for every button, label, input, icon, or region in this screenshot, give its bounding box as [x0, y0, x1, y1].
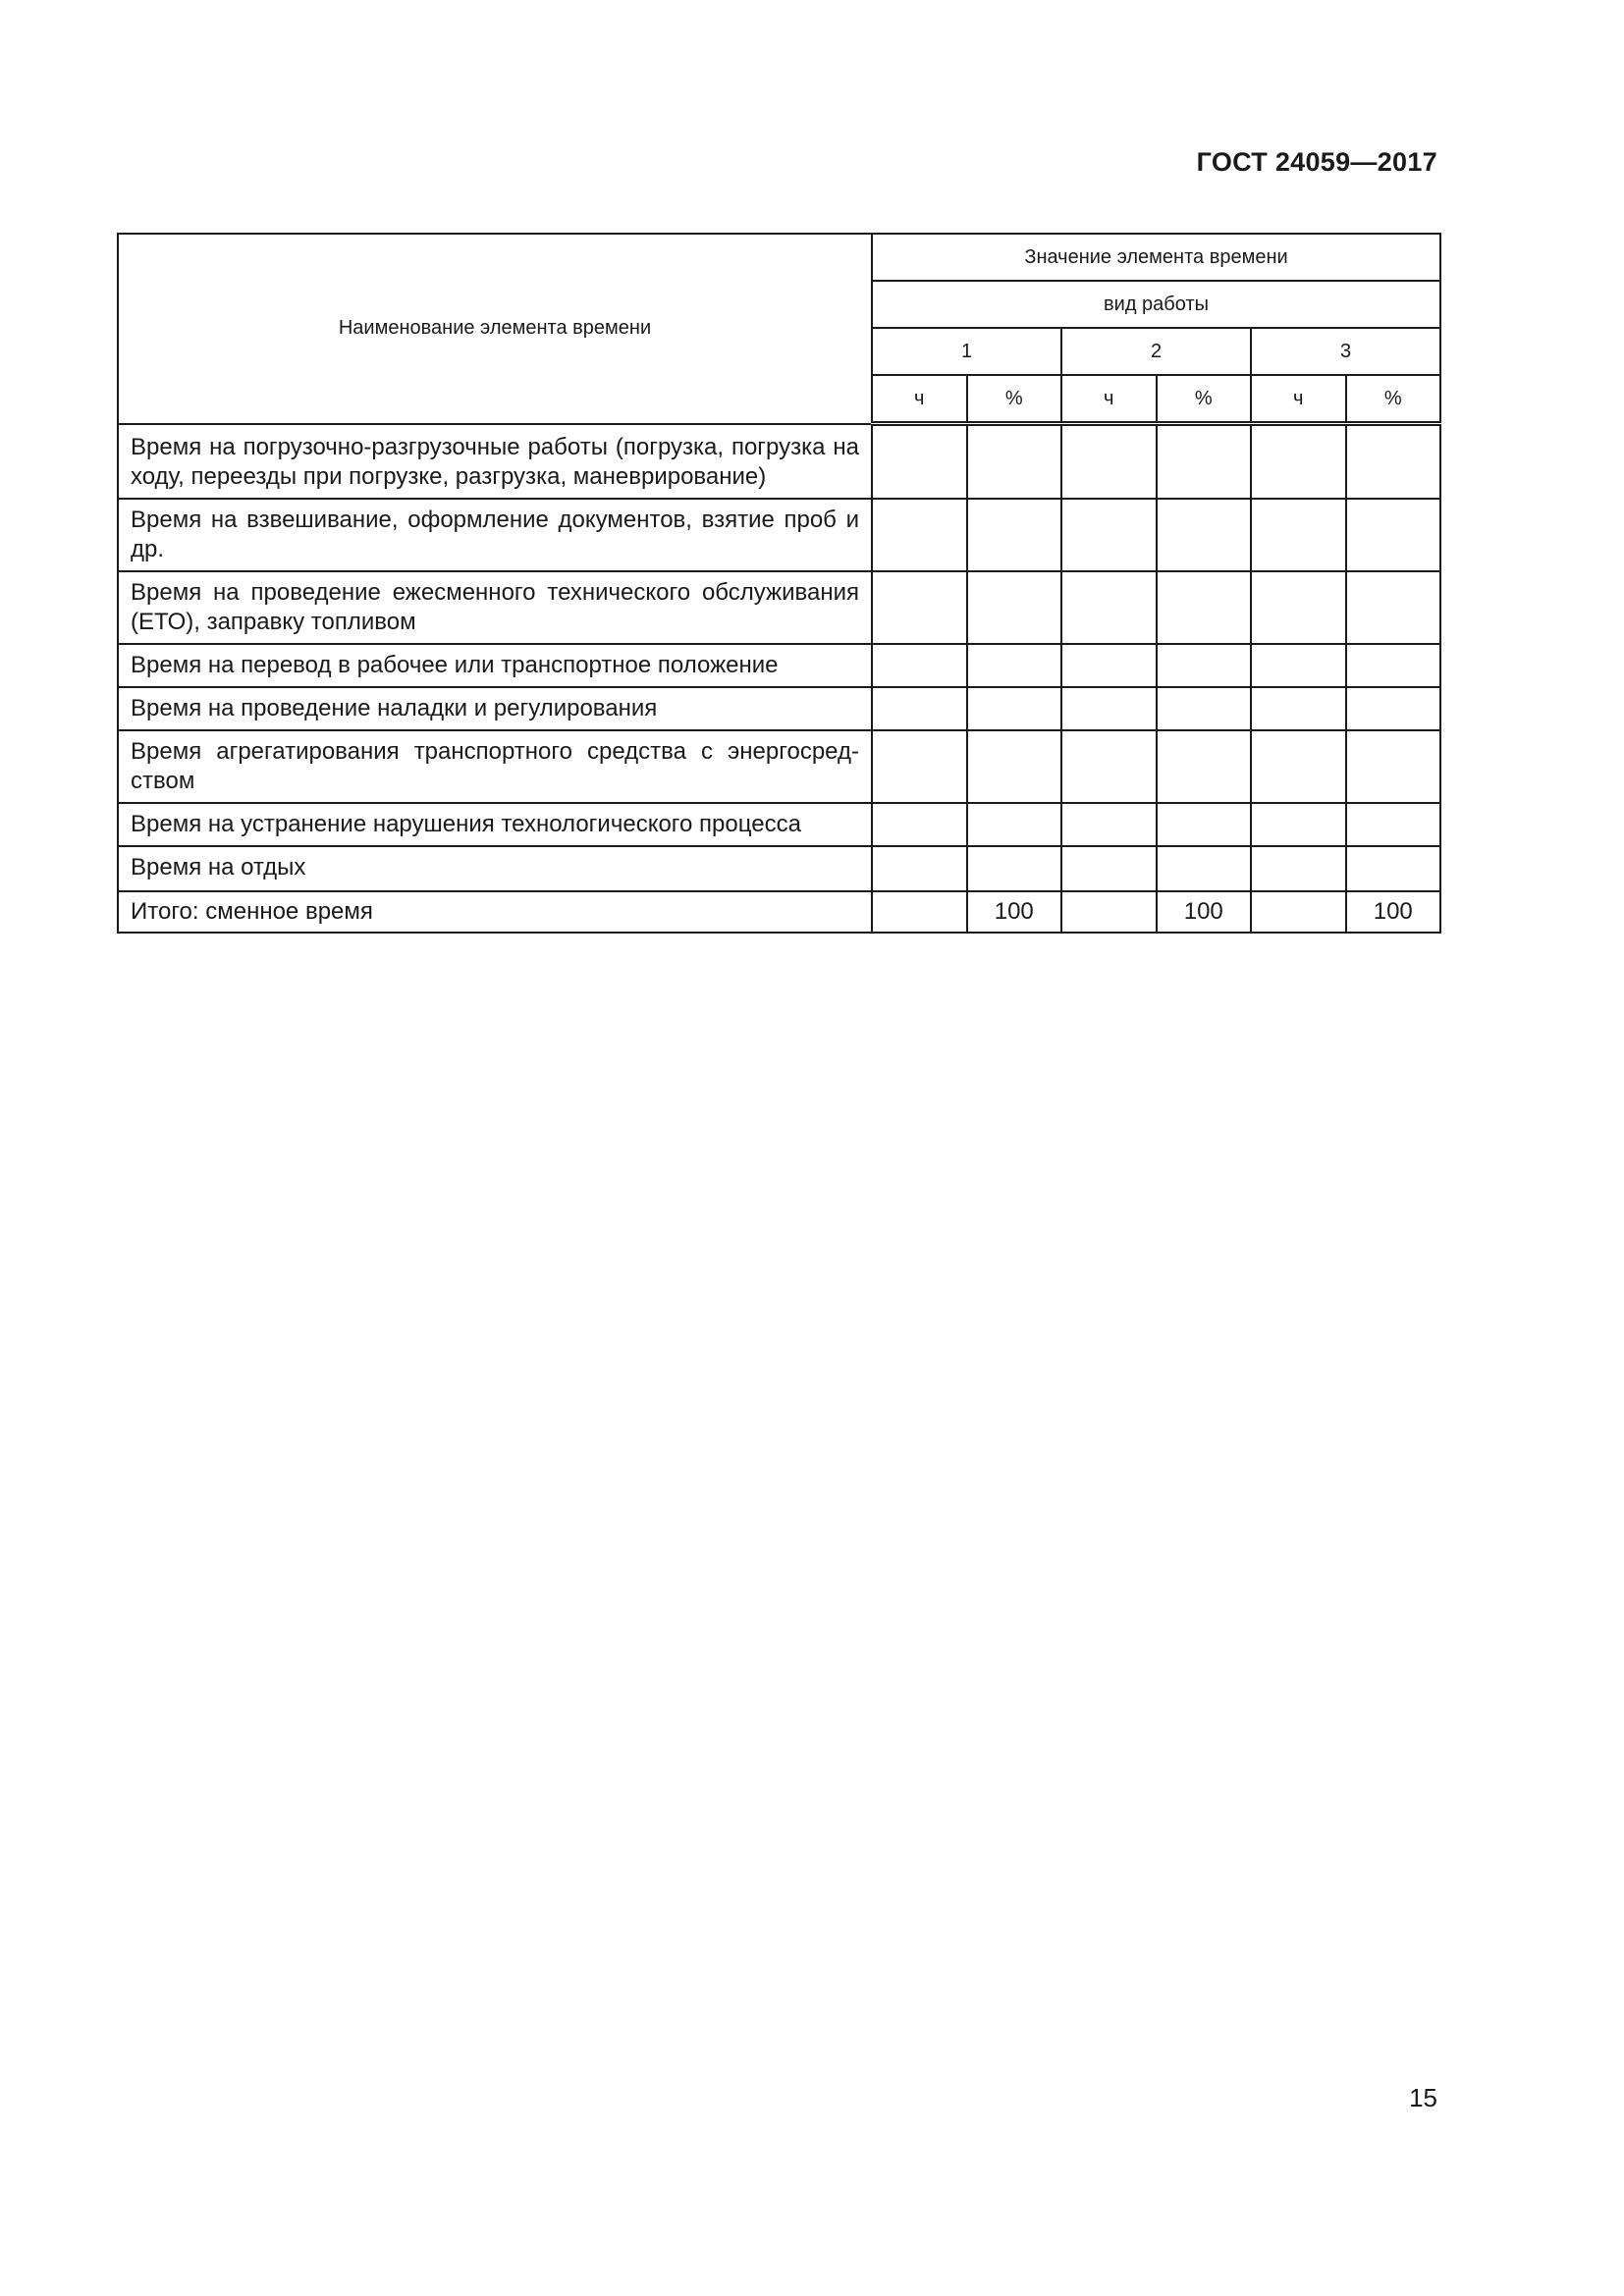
table-cell: [967, 644, 1062, 687]
header-work-type-3: 3: [1251, 328, 1440, 375]
row-label: Время на взвешивание, оформление документов, взятие проб и др.: [118, 499, 872, 571]
table-row: [118, 424, 1440, 499]
header-unit-percent-3: %: [1346, 375, 1441, 424]
total-percent-1: 100: [967, 891, 1062, 933]
table-cell: [967, 846, 1062, 891]
table-cell: [1346, 499, 1441, 571]
table-row: [118, 803, 1440, 846]
header-work-type-2: 2: [1061, 328, 1251, 375]
row-label: Время на перевод в рабочее или транспортное положение: [118, 644, 872, 687]
table-cell: [1061, 687, 1157, 730]
table-cell: [967, 571, 1062, 644]
table-cell: [967, 424, 1062, 499]
row-label: Время на проведение ежесменного технического обслуживания (ЕТО), заправку топливом: [118, 571, 872, 644]
header-unit-percent-1: %: [967, 375, 1062, 424]
table-cell: [967, 803, 1062, 846]
table-cell: [1157, 687, 1252, 730]
row-label: Время на отдых: [118, 846, 872, 891]
header-work-type-1: 1: [872, 328, 1061, 375]
header-name-column: Наименование элемента времени: [118, 234, 872, 424]
table-cell: [1346, 730, 1441, 803]
table-cell: [1346, 644, 1441, 687]
table-cell: [1157, 644, 1252, 687]
total-percent-2: 100: [1157, 891, 1252, 933]
table-cell: [1251, 499, 1346, 571]
table-cell: [1061, 424, 1157, 499]
total-percent-3: 100: [1346, 891, 1441, 933]
table-cell: [1061, 499, 1157, 571]
table-cell: [967, 499, 1062, 571]
header-value-label: Значение элемента времени: [872, 234, 1440, 281]
header-unit-hours-2: ч: [1061, 375, 1157, 424]
total-hours-3: [1251, 891, 1346, 933]
table-cell: [1061, 571, 1157, 644]
table-cell: [1346, 803, 1441, 846]
header-unit-hours-1: ч: [872, 375, 967, 424]
row-label: Время на устранение нарушения технологического процесса: [118, 803, 872, 846]
page-number: 15: [1409, 2083, 1437, 2112]
table-cell: [1346, 424, 1441, 499]
table-cell: [872, 424, 967, 499]
table-cell: [1157, 846, 1252, 891]
header-work-type-label: вид работы: [872, 281, 1440, 328]
table-cell: [1157, 803, 1252, 846]
table-cell: [1251, 803, 1346, 846]
table-cell: [1251, 730, 1346, 803]
table-row: [118, 846, 1440, 891]
table-cell: [1061, 803, 1157, 846]
table-cell: [1251, 571, 1346, 644]
table-row: [118, 499, 1440, 571]
total-hours-2: [1061, 891, 1157, 933]
time-elements-table: [117, 233, 1441, 934]
table-cell: [1251, 846, 1346, 891]
table-cell: [1157, 424, 1252, 499]
table-cell: [872, 499, 967, 571]
table-cell: [967, 730, 1062, 803]
total-row: [118, 891, 1440, 933]
table-cell: [872, 644, 967, 687]
header-unit-percent-2: %: [1157, 375, 1252, 424]
table-cell: [1061, 644, 1157, 687]
table-cell: [872, 846, 967, 891]
table-cell: [1251, 424, 1346, 499]
table-cell: [1346, 571, 1441, 644]
table-row: [118, 730, 1440, 803]
table-cell: [1157, 730, 1252, 803]
table-cell: [872, 803, 967, 846]
table-cell: [967, 687, 1062, 730]
row-label: Время на погрузочно-разгрузочные работы (погрузка, погрузка на ходу, переезды при погрузке, разгрузка, маневрирование): [118, 424, 872, 499]
table-cell: [872, 730, 967, 803]
table-cell: [1346, 846, 1441, 891]
table-cell: [1251, 644, 1346, 687]
header-unit-hours-3: ч: [1251, 375, 1346, 424]
table-row: [118, 644, 1440, 687]
table-cell: [1061, 846, 1157, 891]
row-label: Время агрегатирования транспортного средства с энергосредством: [118, 730, 872, 803]
table-cell: [1157, 571, 1252, 644]
table-row: [118, 687, 1440, 730]
table-cell: [872, 571, 967, 644]
table-cell: [1346, 687, 1441, 730]
total-hours-1: [872, 891, 967, 933]
row-label: Время на проведение наладки и регулирования: [118, 687, 872, 730]
table-cell: [872, 687, 967, 730]
table-cell: [1251, 687, 1346, 730]
table-cell: [1061, 730, 1157, 803]
table-row: [118, 571, 1440, 644]
total-label: Итого: сменное время: [118, 891, 872, 933]
table-cell: [1157, 499, 1252, 571]
document-code: ГОСТ 24059—2017: [1196, 147, 1437, 177]
